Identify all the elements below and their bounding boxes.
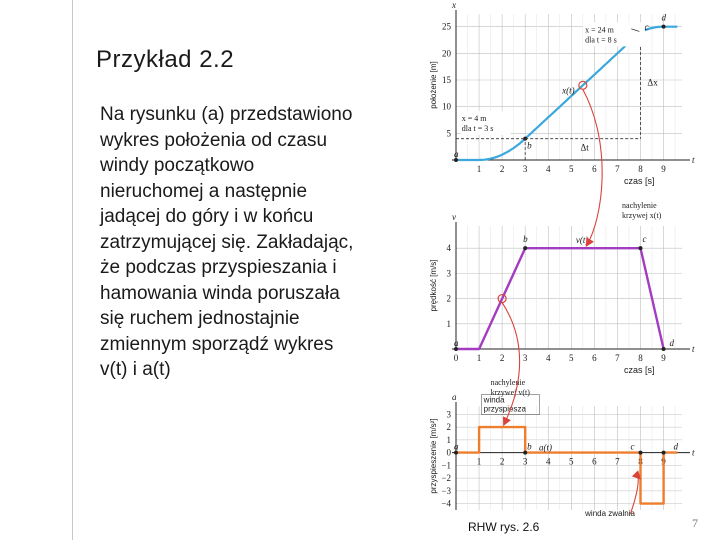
y-tick-label: 3 <box>446 409 451 420</box>
annotation-text: x = 24 m <box>585 25 614 35</box>
y-tick-label: −1 <box>441 460 451 471</box>
physics-figure <box>424 0 720 540</box>
body-line: hamowania winda poruszała <box>100 282 340 304</box>
point-label: b <box>527 441 532 452</box>
point-marker <box>638 246 642 250</box>
x-tick-label: 4 <box>545 456 551 467</box>
y-tick-label: 1 <box>446 318 451 329</box>
x-tick-label: 5 <box>569 164 574 174</box>
point-label: a <box>454 149 459 159</box>
figure-caption: RHW rys. 2.6 <box>468 520 540 534</box>
body-line: że podczas przyspieszania i <box>100 257 337 278</box>
x-tick-label: 7 <box>615 164 620 174</box>
y-tick-label: 10 <box>442 101 451 112</box>
body-line: v(t) i a(t) <box>100 359 171 380</box>
y-tick-label: −4 <box>441 498 451 509</box>
y-tick-label: 5 <box>446 128 451 139</box>
annotation-text: dla t = 8 s <box>585 35 617 45</box>
y-tick-label: −3 <box>441 485 451 496</box>
point-label: c <box>644 22 649 32</box>
point-label: a <box>454 338 459 348</box>
x-tick-label: 9 <box>661 456 666 467</box>
y-tick-label: −2 <box>441 473 451 484</box>
point-label: b <box>527 140 532 151</box>
point-marker <box>523 246 527 250</box>
y-tick-label: 20 <box>442 48 451 59</box>
y-tick-label: 15 <box>442 75 451 85</box>
x-tick-label: 7 <box>615 353 620 363</box>
x-tick-label: 2 <box>499 456 505 467</box>
x-tick-label: 3 <box>522 164 528 174</box>
y-tick-label: 25 <box>442 21 451 32</box>
x-tick-label: 1 <box>476 353 482 363</box>
body-line: zmiennym sporządź wykres <box>100 333 334 355</box>
x-axis-label: czas [s] <box>624 176 655 186</box>
y-tick-label: 1 <box>446 434 451 445</box>
x-tick-label: 8 <box>638 164 643 174</box>
body-line: windy początkowo <box>100 155 255 176</box>
body-line: jadącej do góry i w końcu <box>100 206 314 227</box>
x-tick-label: 5 <box>569 456 574 467</box>
slide-title: Przykład 2.2 <box>96 46 235 73</box>
annotation-text: dla t = 3 s <box>461 123 494 133</box>
x-axis-label: czas [s] <box>624 365 655 375</box>
acceleration-chart <box>429 392 695 518</box>
body-line: wykres położenia od czasu <box>100 129 328 151</box>
x-tick-label: 6 <box>592 353 597 363</box>
point-label: a <box>454 441 459 452</box>
accel-label-line: przyspiesza <box>483 404 526 414</box>
curve-label: x(t) <box>562 85 575 96</box>
position-chart <box>429 0 695 220</box>
slope-label-line: nachylenie <box>622 201 657 210</box>
slope-arrows <box>499 89 639 514</box>
y-axis-symbol: x <box>452 0 456 10</box>
x-axis-symbol: t <box>692 155 695 165</box>
accel-label-line: winda <box>483 395 505 405</box>
x-tick-label: 3 <box>522 353 528 363</box>
x-tick-label: 1 <box>476 456 482 467</box>
point-marker <box>638 451 642 455</box>
x-tick-label: 4 <box>545 353 551 363</box>
x-tick-label: 5 <box>569 353 574 363</box>
y-tick-label: 3 <box>446 268 451 279</box>
y-axis-label: położenie [m] <box>429 61 438 109</box>
point-marker <box>662 451 666 455</box>
y-axis-label: przyspieszenie [m/s²] <box>429 418 438 494</box>
x-tick-label: 2 <box>499 353 505 363</box>
x-axis-symbol: t <box>692 344 695 354</box>
velocity-chart <box>429 212 695 397</box>
x-tick-label: 2 <box>499 164 505 174</box>
slide-guide-line <box>72 0 73 540</box>
delta-t-label: Δt <box>580 142 589 153</box>
point-label: c <box>630 441 635 452</box>
x-tick-label: 9 <box>661 164 666 174</box>
slide-body <box>100 102 430 383</box>
x-tick-label: 7 <box>615 456 620 467</box>
point-marker <box>662 25 666 29</box>
y-tick-label: 4 <box>446 243 451 254</box>
y-tick-label: 2 <box>446 422 451 433</box>
x-tick-label: 0 <box>453 353 459 363</box>
point-label: d <box>661 12 667 23</box>
y-tick-label: 2 <box>446 293 451 304</box>
point-label: d <box>673 441 679 452</box>
x-tick-label: 6 <box>592 164 597 174</box>
x-tick-label: 4 <box>545 164 551 174</box>
point-label: c <box>642 234 647 245</box>
x-axis-symbol: t <box>692 447 695 458</box>
point-label: b <box>523 234 528 245</box>
curve-label: v(t) <box>575 235 589 246</box>
y-axis-symbol: v <box>452 212 456 222</box>
curve-label: a(t) <box>539 442 553 453</box>
point-marker <box>662 347 666 351</box>
decel-label: winda zwalnia <box>585 509 635 518</box>
delta-x-label: Δx <box>647 77 658 88</box>
body-line: nieruchomej a następnie <box>100 180 308 202</box>
x-tick-label: 9 <box>661 353 666 363</box>
x-tick-label: 8 <box>638 456 643 467</box>
body-line: zatrzymującej się. Zakładając, <box>100 231 354 253</box>
point-label: d <box>669 338 675 348</box>
y-axis-label: prędkość [m/s] <box>429 259 438 312</box>
slope-label-line: krzywej v(t) <box>490 388 530 397</box>
slope-label-line: krzywej x(t) <box>622 211 662 220</box>
x-tick-label: 6 <box>592 456 597 467</box>
y-axis-symbol: a <box>452 392 457 402</box>
x-tick-label: 1 <box>476 164 482 174</box>
x-tick-label: 3 <box>522 456 528 467</box>
slope-label-line: nachylenie <box>490 378 526 387</box>
body-line: Na rysunku (a) przedstawiono <box>100 104 353 125</box>
annotation-text: x = 4 m <box>461 113 487 123</box>
y-tick-label: 0 <box>446 447 451 458</box>
x-tick-label: 8 <box>638 353 643 363</box>
page-number: 7 <box>692 516 698 530</box>
body-line: się ruchem jednostajnie <box>100 308 300 329</box>
